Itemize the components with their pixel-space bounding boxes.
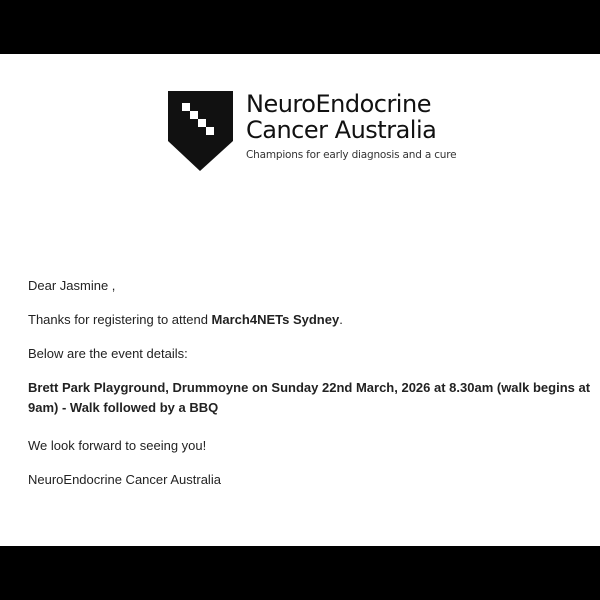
look-forward-text: We look forward to seeing you! — [28, 438, 207, 453]
event-name: March4NETs Sydney — [211, 312, 340, 327]
registration-thanks — [28, 310, 343, 330]
shield-logo-icon — [168, 91, 233, 171]
logo-line-1: NeuroEndocrine — [246, 90, 431, 118]
logo-word-cancer: Cancer — [246, 116, 328, 144]
event-details: Brett Park Playground, Drummoyne on Sunday 22nd March, 2026 at 8.30am (walk begins at 9am) - Walk followed by a BBQ — [28, 380, 591, 415]
top-frame-band — [0, 0, 600, 54]
logo-word-australia: Australia — [334, 116, 437, 144]
logo-line-2 — [246, 117, 456, 143]
brand-logo — [168, 91, 478, 173]
thanks-suffix: . — [339, 312, 343, 327]
bottom-frame-band — [0, 546, 600, 600]
greeting: Dear Jasmine , — [28, 278, 116, 293]
signoff: NeuroEndocrine Cancer Australia — [28, 472, 221, 487]
thanks-text: Thanks for registering to attend — [28, 312, 212, 327]
details-intro: Below are the event details: — [28, 346, 188, 361]
logo-wordmark — [246, 91, 456, 161]
email-body — [0, 54, 600, 546]
logo-tagline: Champions for early diagnosis and a cure — [246, 149, 457, 161]
